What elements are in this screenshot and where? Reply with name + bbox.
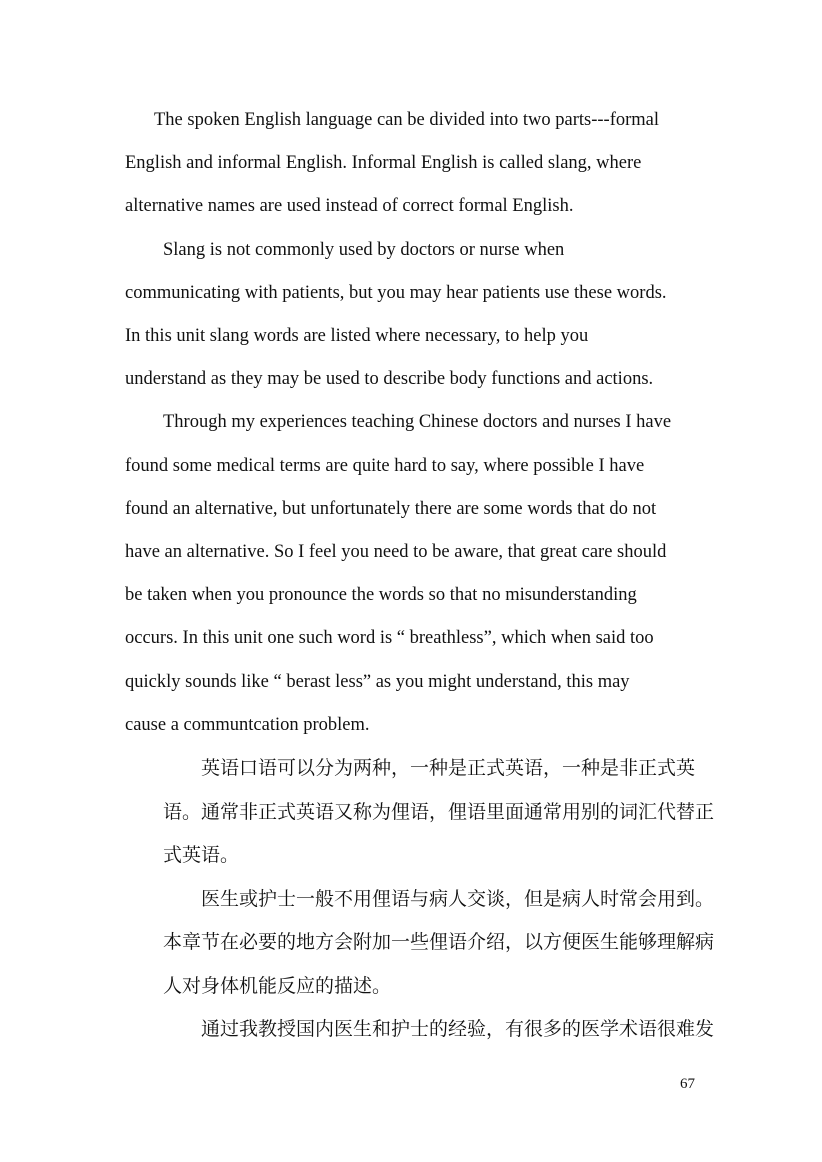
text-line: found an alternative, but unfortunately there are some words that do not — [125, 498, 657, 519]
paragraph-cn-1 — [125, 747, 715, 878]
text-line: understand as they may be used to describe body functions and actions. — [125, 369, 654, 390]
paragraph-en-1 — [125, 99, 697, 229]
text-line: 本章节在必要的地方会附加一些俚语介绍，以方便医生能够理解病 — [163, 931, 715, 954]
text-line: be taken when you pronounce the words so that no misunderstanding — [125, 585, 637, 606]
text-line: 人对身体机能反应的描述。 — [163, 974, 392, 997]
text-line: 医生或护士一般不用俚语与病人交谈，但是病人时常会用到。 — [201, 887, 715, 910]
paragraph-cn-2 — [125, 878, 715, 1009]
paragraph-cn-3 — [125, 1008, 715, 1052]
page-number: 67 — [680, 1076, 695, 1092]
text-line: occurs. In this unit one such word is “ breathless”, which when said too — [125, 628, 654, 649]
text-line: 式英语。 — [163, 844, 240, 867]
text-line: communicating with patients, but you may hear patients use these words. — [125, 282, 667, 303]
text-line: Slang is not commonly used by doctors or nurse when — [163, 239, 565, 260]
text-line: English and informal English. Informal English is called slang, where — [125, 153, 642, 174]
document-body — [125, 99, 715, 1052]
text-line: alternative names are used instead of correct formal English. — [125, 196, 574, 217]
text-line: have an alternative. So I feel you need to be aware, that great care should — [125, 542, 667, 563]
paragraph-en-3 — [125, 401, 697, 747]
text-line: found some medical terms are quite hard to say, where possible I have — [125, 455, 645, 476]
text-line: cause a communtcation problem. — [125, 714, 370, 735]
text-line: Through my experiences teaching Chinese doctors and nurses I have — [163, 412, 672, 433]
paragraph-en-2 — [125, 229, 697, 402]
text-line: In this unit slang words are listed where necessary, to help you — [125, 326, 589, 347]
text-line: 语。通常非正式英语又称为俚语，俚语里面通常用别的词汇代替正 — [163, 800, 715, 823]
text-line: quickly sounds like “ berast less” as you might understand, this may — [125, 671, 630, 692]
text-line: 通过我教授国内医生和护士的经验，有很多的医学术语很难发 — [201, 1018, 715, 1041]
text-line: The spoken English language can be divided into two parts---formal — [154, 110, 660, 130]
text-line: 英语口语可以分为两种，一种是正式英语，一种是非正式英 — [201, 757, 696, 780]
